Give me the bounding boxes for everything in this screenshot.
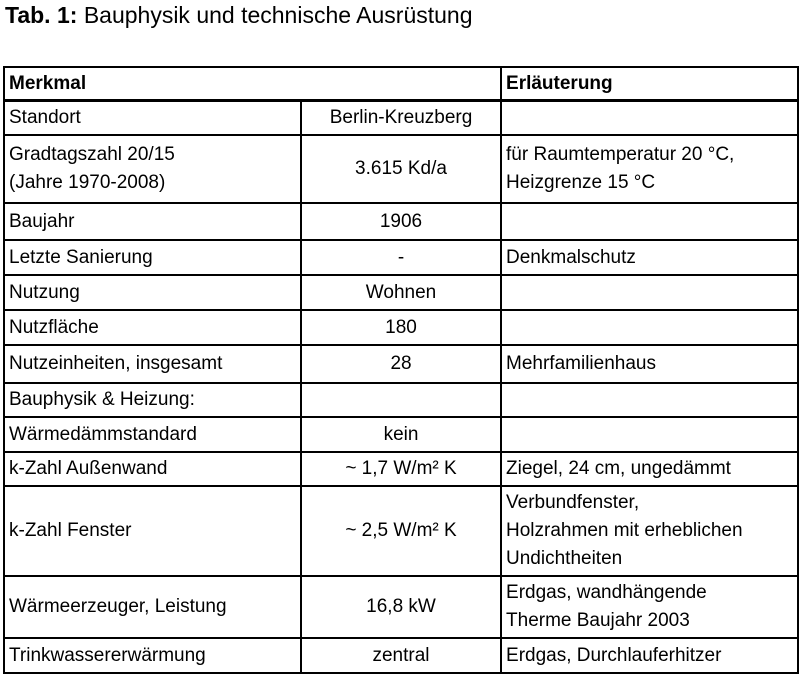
header-feature: Merkmal [4, 67, 501, 101]
table-row [4, 203, 798, 240]
value-cell: - [301, 240, 501, 275]
explanation-cell [501, 101, 798, 136]
feature-cell: Nutzfläche [4, 310, 301, 345]
explanation-cell: Denkmalschutz [501, 240, 798, 275]
explanation-cell [501, 417, 798, 452]
table-row [4, 486, 798, 576]
table-row [4, 135, 798, 203]
feature-cell: Nutzung [4, 275, 301, 310]
explanation-cell [501, 310, 798, 345]
value-cell: ~ 1,7 W/m² K [301, 452, 501, 486]
feature-cell: Nutzeinheiten, insgesamt [4, 345, 301, 383]
table-row [4, 240, 798, 275]
header-explanation: Erläuterung [501, 67, 798, 101]
table-header-row [4, 67, 798, 101]
table-row [4, 452, 798, 486]
explanation-cell: Mehrfamilienhaus [501, 345, 798, 383]
explanation-cell: Ziegel, 24 cm, ungedämmt [501, 452, 798, 486]
table-row [4, 417, 798, 452]
table-row [4, 383, 798, 417]
feature-cell: k-Zahl Fenster [4, 486, 301, 576]
feature-cell: Gradtagszahl 20/15 (Jahre 1970-2008) [4, 135, 301, 203]
value-cell: 1906 [301, 203, 501, 240]
table-row [4, 275, 798, 310]
explanation-cell: Erdgas, Durchlauferhitzer [501, 638, 798, 673]
value-cell: 16,8 kW [301, 576, 501, 638]
caption-title: Bauphysik und technische Ausrüstung [83, 2, 473, 28]
table-row [4, 638, 798, 673]
table-caption [5, 1, 473, 29]
caption-label: Tab. 1: [5, 2, 78, 28]
explanation-cell [501, 203, 798, 240]
explanation-cell: für Raumtemperatur 20 °C, Heizgrenze 15 °C [501, 135, 798, 203]
feature-cell: k-Zahl Außenwand [4, 452, 301, 486]
value-cell: kein [301, 417, 501, 452]
feature-cell: Wärmedämmstandard [4, 417, 301, 452]
value-cell: 3.615 Kd/a [301, 135, 501, 203]
feature-cell: Baujahr [4, 203, 301, 240]
explanation-cell: Verbundfenster, Holzrahmen mit erheblichen Undichtheiten [501, 486, 798, 576]
value-cell: ~ 2,5 W/m² K [301, 486, 501, 576]
table-row [4, 310, 798, 345]
feature-cell: Wärmeerzeuger, Leistung [4, 576, 301, 638]
value-cell [301, 383, 501, 417]
value-cell: Wohnen [301, 275, 501, 310]
value-cell: 180 [301, 310, 501, 345]
explanation-cell [501, 275, 798, 310]
feature-cell: Trinkwassererwärmung [4, 638, 301, 673]
table-row [4, 345, 798, 383]
building-properties-table [3, 66, 799, 674]
table-row [4, 101, 798, 136]
value-cell: Berlin-Kreuzberg [301, 101, 501, 136]
explanation-cell: Erdgas, wandhängende Therme Baujahr 2003 [501, 576, 798, 638]
feature-cell: Letzte Sanierung [4, 240, 301, 275]
feature-cell: Bauphysik & Heizung: [4, 383, 301, 417]
feature-cell: Standort [4, 101, 301, 136]
explanation-cell [501, 383, 798, 417]
value-cell: zentral [301, 638, 501, 673]
table-row [4, 576, 798, 638]
value-cell: 28 [301, 345, 501, 383]
